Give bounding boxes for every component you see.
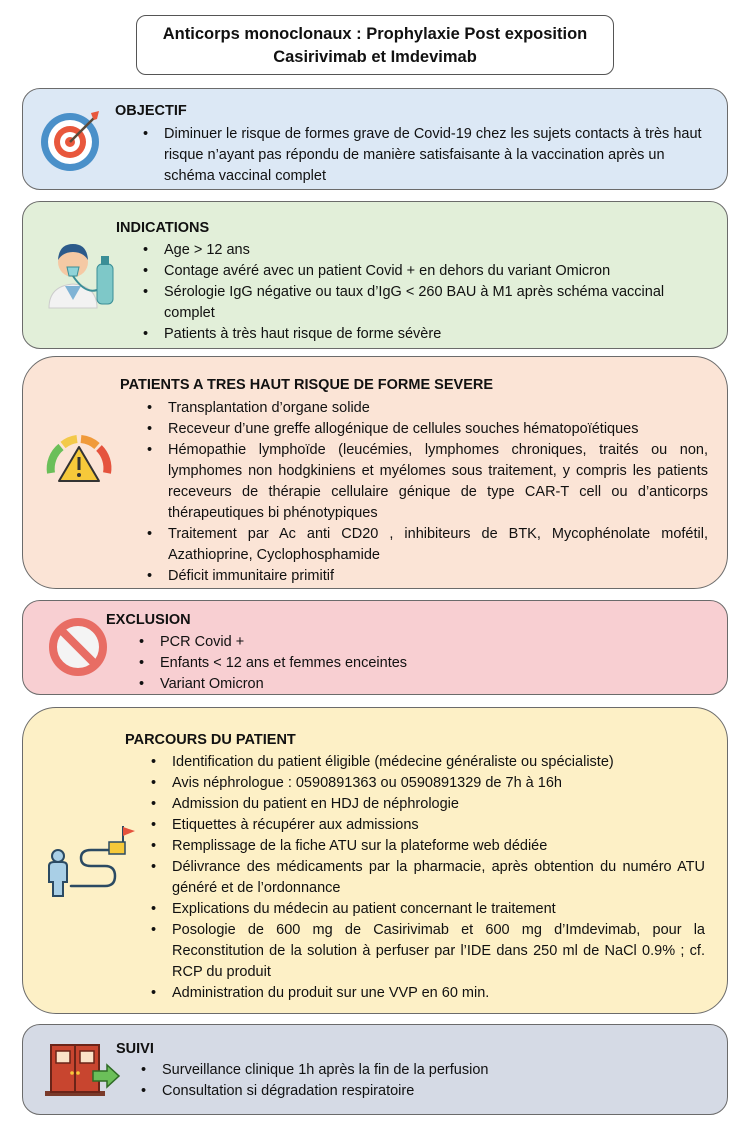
indications-item: • Sérologie IgG négative ou taux d’IgG < 260 BAU à M1 après schéma vaccinal complet (141, 282, 716, 324)
title-line-2: Casirivimab et Imdevimab (273, 48, 477, 66)
objectif-item: • Diminuer le risque de formes grave de Covid-19 chez les sujets contacts à très haut risque n’ayant pas répondu de manière satisfaisante à la vaccination après un schéma vaccinal complet (141, 124, 716, 187)
indications-heading: INDICATIONS (116, 220, 210, 236)
parcours-list (149, 752, 705, 1004)
suivi-item: • Consultation si dégradation respiratoire (139, 1081, 714, 1102)
title-line-1: Anticorps monoclonaux : Prophylaxie Post exposition (162, 25, 588, 43)
parcours-item: • Délivrance des médicaments par la pharmacie, après obtention du numéro ATU généré et de l’ordonnance (149, 857, 705, 899)
parcours-item: • Administration du produit sur une VVP en 60 min. (149, 983, 705, 1004)
indications-item: • Patients à très haut risque de forme sévère (141, 324, 716, 345)
indications-list (141, 240, 716, 345)
risque-item: • Déficit immunitaire primitif (145, 566, 708, 587)
parcours-heading: PARCOURS DU PATIENT (125, 732, 296, 748)
indications-item: • Contage avéré avec un patient Covid + en dehors du variant Omicron (141, 261, 716, 282)
objectif-list (141, 124, 716, 187)
parcours-item: • Posologie de 600 mg de Casirivimab et 600 mg d’Imdevimab, pour la Reconstitution de la solution à perfuser par l’IDE dans 250 ml de NaCl 0.9% ; cf. RCP du produit (149, 920, 705, 983)
parcours-item: • Etiquettes à récupérer aux admissions (149, 815, 705, 836)
parcours-item: • Remplissage de la fiche ATU sur la plateforme web dédiée (149, 836, 705, 857)
indications-item: • Age > 12 ans (141, 240, 716, 261)
risque-item: • Receveur d’une greffe allogénique de cellules souches hématopoïétiques (145, 419, 708, 440)
exclusion-item: • Enfants < 12 ans et femmes enceintes (137, 653, 712, 674)
parcours-item: • Explications du médecin au patient concernant le traitement (149, 899, 705, 920)
parcours-item: • Admission du patient en HDJ de néphrologie (149, 794, 705, 815)
indications-card (22, 201, 728, 349)
risk-gauge-warning-icon (43, 429, 115, 483)
exclusion-item: • PCR Covid + (137, 632, 712, 653)
risque-item: • Transplantation d’organe solide (145, 398, 708, 419)
risque-list (145, 398, 708, 587)
risque-card (22, 356, 728, 589)
suivi-item: • Surveillance clinique 1h après la fin de la perfusion (139, 1060, 714, 1081)
risque-item: • Traitement par Ac anti CD20 , inhibiteurs de BTK, Mycophénolate mofétil, Azathioprine, Cyclophosphamide (145, 524, 708, 566)
parcours-card (22, 707, 728, 1014)
exclusion-heading: EXCLUSION (106, 612, 191, 628)
exclusion-item: • Variant Omicron (137, 674, 712, 695)
parcours-item: • Identification du patient éligible (médecine généraliste ou spécialiste) (149, 752, 705, 773)
parcours-item: • Avis néphrologue : 0590891363 ou 0590891329 de 7h à 16h (149, 773, 705, 794)
patient-oxygen-icon (45, 234, 121, 310)
objectif-card (22, 88, 728, 190)
objectif-heading: OBJECTIF (115, 103, 187, 119)
exclusion-card (22, 600, 728, 695)
exclusion-list (137, 632, 712, 695)
prohibited-icon (49, 618, 107, 676)
suivi-list (139, 1060, 714, 1102)
page-title (136, 15, 614, 75)
suivi-heading: SUIVI (116, 1041, 154, 1057)
target-icon (39, 107, 105, 173)
patient-path-icon (45, 826, 139, 898)
exit-door-icon (43, 1041, 121, 1099)
suivi-card (22, 1024, 728, 1115)
risque-heading: PATIENTS A TRES HAUT RISQUE DE FORME SEVERE (120, 377, 494, 393)
risque-item: • Hémopathie lymphoïde (leucémies, lymphomes chroniques, traités ou non, lymphomes non hodgkiniens et myélomes sous traitement, y compris les patients receveurs de thérapie cellulaire génique de type CAR-T cell ou d’anticorps thérapeutiques bi phénotypiques (145, 440, 708, 524)
